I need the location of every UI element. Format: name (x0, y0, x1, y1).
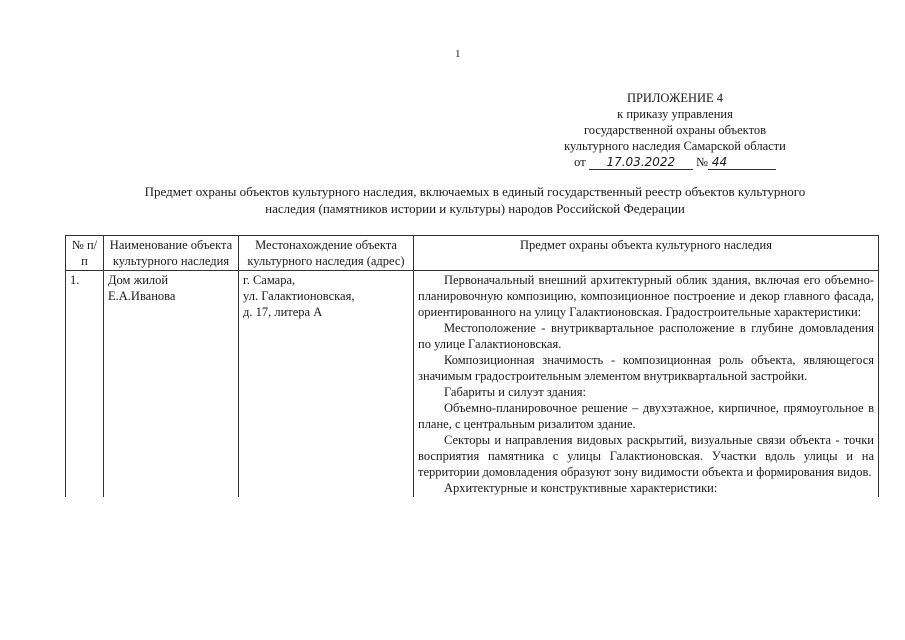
row-name-line-2: Е.А.Иванова (108, 289, 176, 303)
subject-paragraph: Объемно-планировочное решение – двухэтажное, кирпичное, прямоугольное в плане, с центральным ризалитом здание. (418, 401, 874, 431)
appendix-header (540, 90, 810, 170)
subject-paragraph: Габариты и силуэт здания: (444, 385, 587, 399)
order-date-line (540, 154, 810, 170)
heritage-table (65, 235, 879, 497)
number-label: № (695, 155, 708, 169)
row-location-line-3: д. 17, литера А (243, 305, 323, 319)
order-date: 17.03.2022 (589, 156, 693, 170)
row-name-line-1: Дом жилой (108, 273, 169, 287)
header-subject: Предмет охраны объекта культурного наследия (414, 236, 879, 271)
row-location (239, 271, 414, 498)
subject-paragraph: Секторы и направления видовых раскрытий, визуальные связи объекта - точки восприятия памятника с улицы Галактионовская. Участки вдоль улицы и на территории домовладения образуют зону видимости объекта и формирования видов. (418, 433, 874, 479)
row-location-line-2: ул. Галактионовская, (243, 289, 355, 303)
row-num: 1. (66, 271, 104, 498)
subject-paragraph: Местоположение - внутриквартальное расположение в глубине домовладения по улице Галактионовская. (418, 321, 874, 351)
order-number: 44 (708, 156, 776, 170)
from-label: от (574, 155, 586, 169)
appendix-line-3: культурного наследия Самарской области (564, 139, 786, 153)
document-title (140, 183, 810, 217)
row-subject (414, 271, 879, 498)
appendix-line-2: государственной охраны объектов (583, 123, 767, 137)
header-num: № п/п (66, 236, 104, 271)
row-name (104, 271, 239, 498)
subject-paragraph: Композиционная значимость - композиционная роль объекта, являющегося значимым градостроительным элементом внутриквартальной застройки. (418, 353, 874, 383)
document-title-line-2: наследия (памятников истории и культуры) народов Российской Федерации (265, 201, 685, 216)
subject-paragraph: Архитектурные и конструктивные характеристики: (444, 481, 718, 495)
appendix-line-1: к приказу управления (617, 107, 733, 121)
page-number: 1 (455, 48, 461, 60)
header-location: Местонахождение объекта культурного наследия (адрес) (239, 236, 414, 271)
table-row (66, 271, 879, 498)
subject-paragraph: Первоначальный внешний архитектурный облик здания, включая его объемно-планировочную композицию, композиционное построение и декор главного фасада, ориентированного на улицу Галактионовская. Градостроительные характеристики: (418, 273, 874, 319)
appendix-title: ПРИЛОЖЕНИЕ 4 (626, 91, 724, 105)
table-header-row (66, 236, 879, 271)
document-title-line-1: Предмет охраны объектов культурного наследия, включаемых в единый государственный реестр объектов культурного (144, 184, 806, 199)
header-name: Наименование объекта культурного наследия (104, 236, 239, 271)
row-location-line-1: г. Самара, (243, 273, 296, 287)
